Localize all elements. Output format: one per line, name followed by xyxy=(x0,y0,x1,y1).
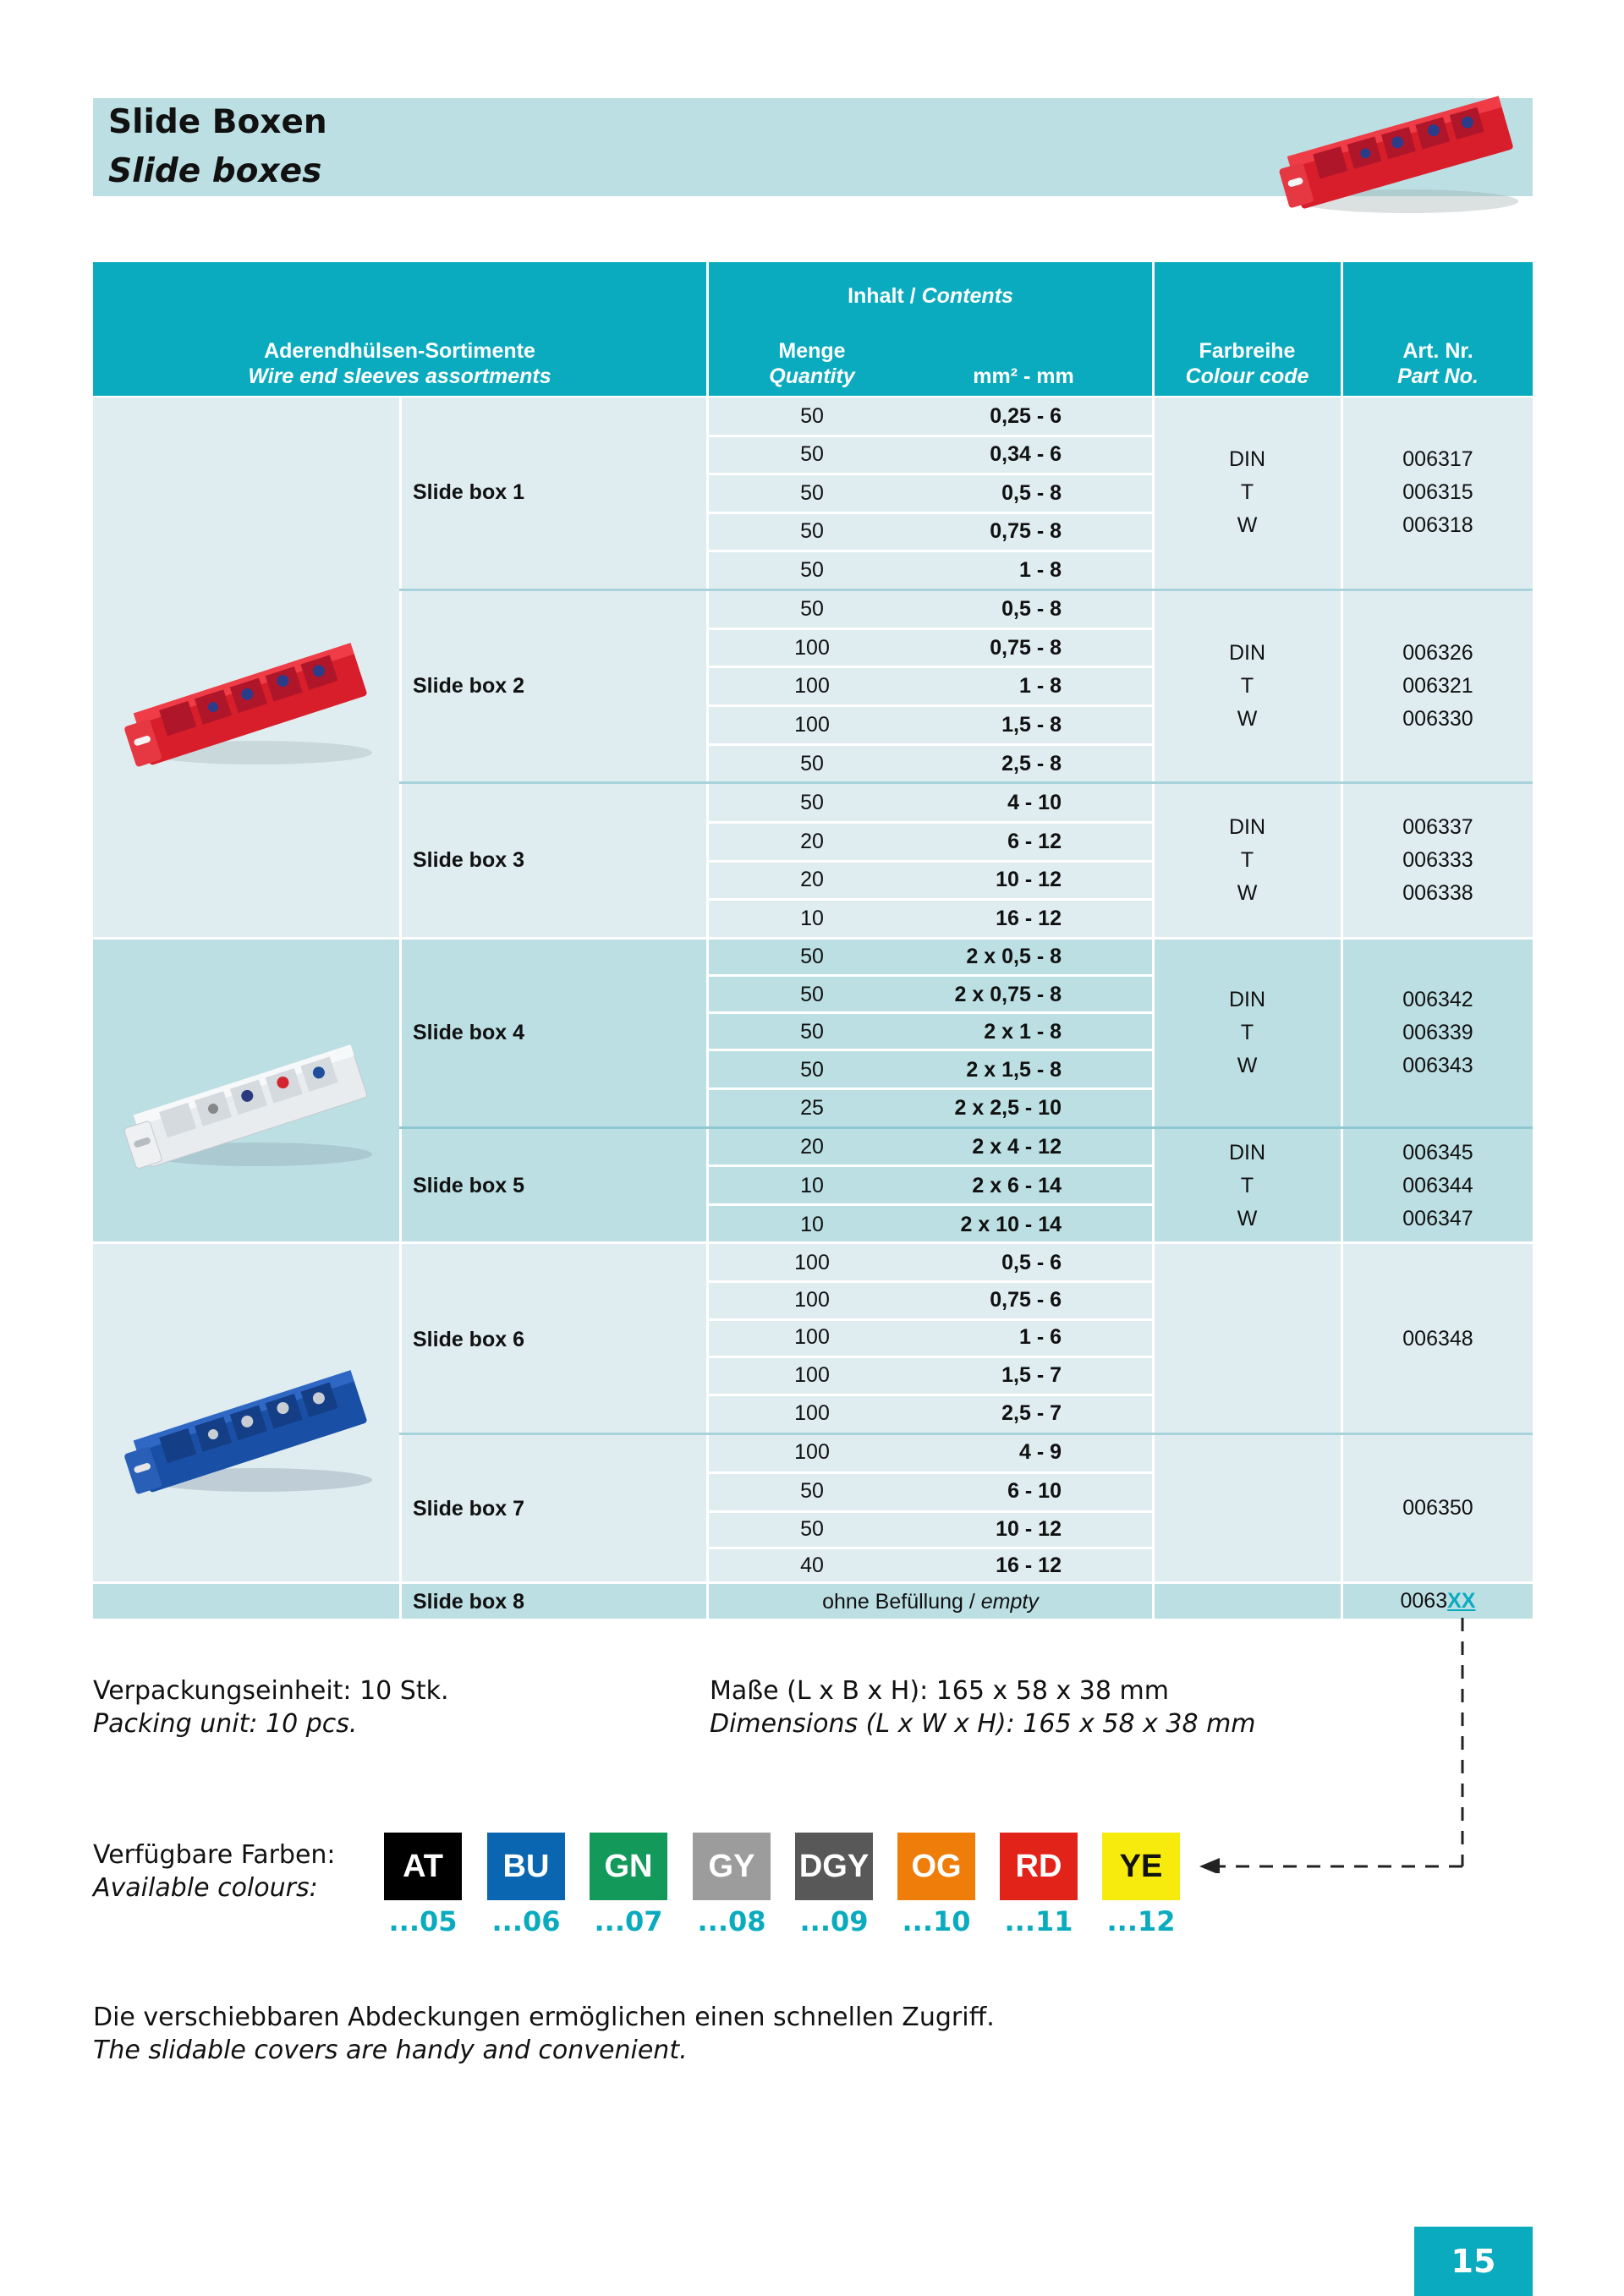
row-divider xyxy=(709,974,1152,977)
colour-code-cell: DIN T W xyxy=(1228,815,1266,905)
colour-suffix: ...12 xyxy=(1106,1905,1176,1937)
size-cell: 2,5 - 8 xyxy=(1001,752,1062,775)
row-divider xyxy=(709,1547,1152,1549)
column-divider xyxy=(1152,397,1155,1619)
size-cell: 1 - 8 xyxy=(1018,674,1062,698)
part-number-cell: 006342 006339 006343 xyxy=(1402,988,1473,1077)
colour-suffix: ...10 xyxy=(902,1905,971,1937)
size-cell: 16 - 12 xyxy=(996,1553,1062,1577)
page-title-de: Slide Boxen xyxy=(108,103,327,141)
quantity-cell: 50 xyxy=(800,481,824,505)
size-cell: 2 x 2,5 - 10 xyxy=(954,1096,1062,1120)
dimensions-en: Dimensions (L x W x H): 165 x 58 x 38 mm xyxy=(710,1709,1256,1739)
row-divider xyxy=(709,435,1152,437)
packing-unit-de: Verpackungseinheit: 10 Stk. xyxy=(93,1676,449,1706)
row-divider xyxy=(709,898,1152,901)
size-cell: 2 x 0,75 - 8 xyxy=(954,983,1062,1006)
size-cell: 0,5 - 6 xyxy=(1001,1251,1062,1274)
size-cell: 2 x 0,5 - 8 xyxy=(966,945,1062,968)
header-part-de: Art. Nr. xyxy=(1402,339,1473,363)
part-number-cell: 006350 xyxy=(1402,1496,1473,1520)
row-divider xyxy=(709,1011,1152,1014)
size-cell: 1 - 6 xyxy=(1018,1325,1062,1349)
colour-suffix: ...05 xyxy=(388,1905,458,1937)
footer-text-en: The slidable covers are handy and convenient. xyxy=(93,2036,688,2065)
colour-suffix: ...07 xyxy=(594,1905,663,1937)
box-name: Slide box 6 xyxy=(413,1328,524,1351)
group-divider xyxy=(93,1241,1533,1244)
group-divider xyxy=(93,1581,1533,1584)
size-cell: 4 - 9 xyxy=(1018,1440,1062,1464)
quantity-cell: 10 xyxy=(800,907,824,930)
quantity-cell: 50 xyxy=(800,1020,824,1044)
row-divider xyxy=(709,821,1152,824)
column-divider xyxy=(399,397,402,1619)
size-cell: 2 x 1,5 - 8 xyxy=(966,1058,1062,1082)
size-cell: 1 - 8 xyxy=(1018,558,1062,582)
colour-suffix: ...11 xyxy=(1004,1905,1073,1937)
row-divider xyxy=(709,704,1152,707)
quantity-cell: 20 xyxy=(800,830,824,853)
row-divider xyxy=(709,1049,1152,1051)
size-cell: 2 x 10 - 14 xyxy=(960,1213,1062,1236)
colour-suffix: ...06 xyxy=(491,1905,561,1937)
box-name: Slide box 4 xyxy=(413,1021,524,1044)
dimensions-de: Maße (L x B x H): 165 x 58 x 38 mm xyxy=(710,1676,1169,1706)
header-colour-de: Farbreihe xyxy=(1199,339,1296,363)
quantity-cell: 50 xyxy=(800,983,824,1006)
row-divider xyxy=(709,666,1152,668)
quantity-cell: 100 xyxy=(794,636,830,660)
header-divider xyxy=(1152,262,1155,396)
colours-label-de: Verfügbare Farben: xyxy=(93,1840,336,1870)
quantity-cell: 50 xyxy=(800,945,824,968)
part-number-cell: 006326 006321 006330 xyxy=(1402,641,1473,731)
quantity-cell: 50 xyxy=(800,597,824,621)
colour-suffix: ...08 xyxy=(697,1905,766,1937)
quantity-cell: 50 xyxy=(800,404,824,428)
header-part-en: Part No. xyxy=(1397,364,1479,388)
size-cell: 6 - 12 xyxy=(1007,830,1062,853)
colour-swatch-og: OG xyxy=(897,1833,975,1900)
colours-label-en: Available colours: xyxy=(93,1873,318,1903)
quantity-cell: 100 xyxy=(794,674,830,698)
quantity-cell: 50 xyxy=(800,442,824,466)
colour-swatch-gy: GY xyxy=(693,1833,771,1900)
slide-box-blue-image xyxy=(110,1353,381,1505)
quantity-cell: 20 xyxy=(800,1135,824,1159)
empty-label: ohne Befüllung / empty xyxy=(822,1590,1039,1614)
quantity-cell: 100 xyxy=(794,1363,830,1387)
header-colour-en: Colour code xyxy=(1185,364,1309,388)
quantity-cell: 100 xyxy=(794,713,830,737)
page-number: 15 xyxy=(1414,2227,1533,2296)
colour-suffix: ...09 xyxy=(799,1905,869,1937)
footer-text-de: Die verschiebbaren Abdeckungen ermöglichen einen schnellen Zugriff. xyxy=(93,2003,995,2032)
size-cell: 0,34 - 6 xyxy=(990,442,1062,466)
size-cell: 0,75 - 8 xyxy=(990,636,1062,660)
row-divider xyxy=(709,512,1152,514)
size-cell: 0,75 - 6 xyxy=(990,1288,1062,1312)
row-divider xyxy=(709,550,1152,552)
colour-swatch-ye: YE xyxy=(1102,1833,1180,1900)
row-divider xyxy=(709,1203,1152,1206)
box-divider xyxy=(399,589,1533,591)
packing-unit-en: Packing unit: 10 pcs. xyxy=(93,1709,358,1739)
quantity-cell: 50 xyxy=(800,752,824,775)
size-cell: 6 - 10 xyxy=(1007,1479,1062,1503)
colour-code-cell: DIN T W xyxy=(1228,641,1266,731)
size-cell: 2 x 4 - 12 xyxy=(972,1135,1062,1159)
part-number-cell: 006337 006333 006338 xyxy=(1402,815,1473,905)
dashed-arrow-connector xyxy=(1184,1611,1480,1873)
box-divider xyxy=(399,1126,1533,1129)
row-divider xyxy=(709,1394,1152,1396)
header-divider xyxy=(706,262,709,396)
column-divider xyxy=(706,397,709,1619)
row-divider xyxy=(709,1510,1152,1513)
slide-box-white-image xyxy=(110,1027,381,1180)
colour-swatch-dgy: DGY xyxy=(795,1833,873,1900)
row-divider xyxy=(709,473,1152,475)
quantity-cell: 40 xyxy=(800,1553,824,1577)
column-divider xyxy=(1341,397,1343,1619)
header-quantity-de: Menge xyxy=(778,339,846,363)
size-cell: 16 - 12 xyxy=(996,907,1062,930)
size-cell: 1,5 - 8 xyxy=(1001,713,1062,737)
box-name: Slide box 3 xyxy=(413,848,524,872)
quantity-cell: 100 xyxy=(794,1325,830,1349)
page-title-en: Slide boxes xyxy=(108,152,322,190)
colour-code-cell: DIN T W xyxy=(1228,1141,1266,1230)
quantity-cell: 50 xyxy=(800,519,824,543)
colour-code-cell: DIN T W xyxy=(1228,988,1266,1077)
size-cell: 2,5 - 7 xyxy=(1001,1401,1062,1425)
colour-swatch-at: AT xyxy=(384,1833,462,1900)
size-cell: 2 x 6 - 14 xyxy=(972,1174,1062,1197)
size-cell: 0,5 - 8 xyxy=(1001,481,1062,505)
quantity-cell: 100 xyxy=(794,1251,830,1274)
size-cell: 1,5 - 7 xyxy=(1001,1363,1062,1387)
row-divider xyxy=(709,743,1152,746)
box-name: Slide box 7 xyxy=(413,1497,524,1521)
size-cell: 4 - 10 xyxy=(1007,791,1062,814)
header-quantity-en: Quantity xyxy=(769,364,855,388)
box-name: Slide box 2 xyxy=(413,674,524,698)
box-divider xyxy=(399,1433,1533,1435)
quantity-cell: 50 xyxy=(800,1517,824,1541)
size-cell: 10 - 12 xyxy=(996,868,1062,891)
colour-code-cell: DIN T W xyxy=(1228,447,1266,537)
colour-swatch-rd: RD xyxy=(1000,1833,1078,1900)
row-divider xyxy=(709,860,1152,863)
quantity-cell: 50 xyxy=(800,1058,824,1082)
box-name: Slide box 5 xyxy=(413,1174,524,1197)
part-number-cell: 006345 006344 006347 xyxy=(1402,1141,1473,1230)
header-mm: mm² - mm xyxy=(973,364,1074,388)
header-divider xyxy=(1341,262,1343,396)
row-divider xyxy=(709,627,1152,630)
size-cell: 0,5 - 8 xyxy=(1001,597,1062,621)
row-divider xyxy=(709,1164,1152,1167)
quantity-cell: 50 xyxy=(800,791,824,814)
row-divider xyxy=(709,1088,1152,1090)
part-number-cell: 006348 xyxy=(1402,1327,1473,1351)
quantity-cell: 50 xyxy=(800,558,824,582)
quantity-cell: 10 xyxy=(800,1174,824,1197)
box-divider xyxy=(399,781,1533,784)
row-divider xyxy=(709,1356,1152,1358)
group-divider xyxy=(93,937,1533,940)
quantity-cell: 20 xyxy=(800,868,824,891)
quantity-cell: 100 xyxy=(794,1401,830,1425)
quantity-cell: 100 xyxy=(794,1288,830,1312)
part-number-cell: 0063XX xyxy=(1400,1589,1476,1613)
row-divider xyxy=(709,1471,1152,1474)
box-name: Slide box 8 xyxy=(413,1590,524,1614)
size-cell: 2 x 1 - 8 xyxy=(984,1020,1062,1044)
quantity-cell: 10 xyxy=(800,1213,824,1236)
box-name: Slide box 1 xyxy=(413,480,524,504)
quantity-cell: 50 xyxy=(800,1479,824,1503)
row-divider xyxy=(709,1318,1152,1321)
quantity-cell: 100 xyxy=(794,1440,830,1464)
quantity-cell: 25 xyxy=(800,1096,824,1120)
header-assortments-en: Wire end sleeves assortments xyxy=(248,364,551,388)
slide-box-red-image xyxy=(110,626,381,778)
part-number-cell: 006317 006315 006318 xyxy=(1402,447,1473,537)
colour-swatch-bu: BU xyxy=(487,1833,565,1900)
colour-swatch-gn: GN xyxy=(590,1833,667,1900)
slide-box-red-image xyxy=(1273,74,1527,227)
size-cell: 0,25 - 6 xyxy=(990,404,1062,428)
header-assortments-de: Aderendhülsen-Sortimente xyxy=(264,339,535,363)
header-contents: Inhalt / Contents xyxy=(848,284,1013,308)
row-divider xyxy=(709,1280,1152,1283)
size-cell: 10 - 12 xyxy=(996,1517,1062,1541)
size-cell: 0,75 - 8 xyxy=(990,519,1062,543)
